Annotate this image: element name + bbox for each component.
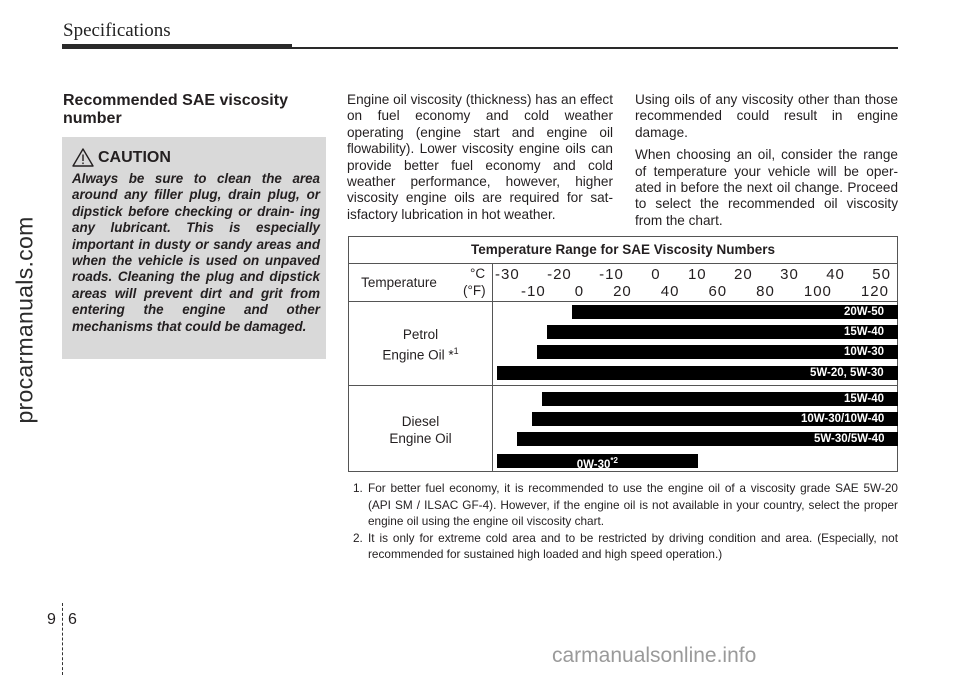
oil-grade-label: 10W-30 [843, 346, 885, 358]
bottom-watermark: carmanualsonline.info [552, 644, 757, 667]
section-number: 9 [47, 611, 56, 628]
footnote-text: It is only for extreme cold area and to be restricted by driving condition and area. (Especially, not recommended for sustained high loaded and high speed operation.) [368, 530, 898, 561]
footnote-number: 1. [353, 481, 363, 495]
caution-text: Always be sure to clean the area around any filler plug, drain plug, or dipstick before checking or drain- ing any lubricant. This is especially important in dusty or sandy areas and when the vehicle is used on unpaved roads. Cleaning the plug and dipstick areas will prevent dirt and grit from entering the engine and other mechanisms that could be damaged. [72, 171, 320, 334]
oil-grade-bar [497, 454, 698, 471]
footnote-text: For better fuel economy, it is recommended to use the engine oil of a viscosity grade SAE 5W-20 (API SM / ILSAC GF-4). However, if the engine oil is not available in your country, select the proper engine oil using the engine oil viscosity chart. [368, 481, 898, 528]
chart-column-divider [492, 263, 493, 472]
oil-grade-label: 10W-30/10W-40 [800, 413, 885, 425]
header-rule-thin [292, 47, 898, 49]
fahrenheit-tick-label: 120 [860, 282, 889, 300]
diesel-group-label [349, 413, 492, 447]
header-rule-thick [62, 44, 292, 49]
oil-grade-label: 0W-30$^{*2}$ [576, 456, 618, 471]
caution-title: CAUTION [98, 149, 171, 166]
chart-divider [349, 385, 897, 386]
fahrenheit-unit: (°F) [463, 283, 486, 298]
oil-grade-label: 15W-40 [843, 393, 885, 405]
oil-grade-bar [532, 412, 898, 426]
celsius-tick-label: -10 [599, 265, 624, 283]
section-title: Recommended SAE viscosity number [63, 92, 288, 127]
celsius-tick-label: -20 [547, 265, 572, 283]
fahrenheit-axis [521, 281, 889, 301]
oil-grade-footnote: *2 [610, 456, 618, 465]
celsius-tick-label: 0 [651, 265, 661, 283]
celsius-tick-label: 20 [734, 265, 753, 283]
fahrenheit-tick-label: 100 [803, 282, 832, 300]
oil-grade-label: 5W-30/5W-40 [813, 433, 885, 445]
celsius-tick-label: 10 [687, 265, 707, 283]
oil-grade-bar [547, 325, 898, 339]
fahrenheit-tick-label: 20 [613, 282, 632, 300]
oil-grade-label: 20W-50 [844, 306, 885, 318]
diesel-label-line1: Diesel [401, 414, 440, 429]
oil-grade-label: 5W-20, 5W-30 [810, 367, 884, 379]
fahrenheit-tick-label: 80 [756, 282, 775, 300]
fahrenheit-tick-label: 60 [708, 282, 728, 300]
celsius-unit: °C [470, 266, 486, 281]
chart-divider [349, 301, 897, 302]
right-column [635, 92, 898, 235]
oil-grade-label: 15W-40 [844, 326, 885, 338]
viscosity-paragraph: Engine oil viscosity (thickness) has an effect on fuel economy and cold weather operating (engine start and engine oil flowability). Lower viscosity engine oils can provide better fuel economy and cold weather performance, however, higher viscosity engine oils are required for sat- isfactory lubrication in hot weather. [347, 92, 613, 222]
petrol-label-line2 [349, 343, 492, 364]
footnote-number: 2. [353, 530, 363, 545]
petrol-label-text: Engine Oil * [382, 347, 454, 363]
oil-grade-bar [517, 432, 898, 446]
temperature-label: Temperature [361, 275, 437, 290]
fahrenheit-tick-label: -10 [521, 282, 546, 300]
celsius-tick-label: 50 [872, 265, 891, 283]
celsius-tick-label: -30 [495, 265, 520, 283]
diesel-label-line2: Engine Oil [389, 431, 452, 446]
fahrenheit-tick-label: 40 [660, 282, 680, 300]
side-watermark [5, 170, 45, 470]
celsius-tick-label: 40 [826, 265, 845, 283]
oil-grade-bar [542, 392, 898, 406]
viscosity-chart [348, 236, 898, 472]
side-watermark-text: procarmanuals.com [11, 216, 38, 424]
page-header-title: Specifications [63, 20, 171, 41]
page-number: 6 [68, 611, 77, 628]
chart-title: Temperature Range for SAE Viscosity Numbers [470, 242, 776, 257]
damage-warning-paragraph: Using oils of any viscosity other than those recommended could result in engine damage. [635, 92, 898, 140]
footnotes [353, 480, 898, 563]
oil-grade-bar [572, 305, 898, 319]
footnote-2 [353, 530, 898, 563]
caution-box [62, 137, 326, 359]
petrol-group-label [349, 326, 492, 364]
warning-triangle-icon [72, 148, 94, 167]
selection-paragraph: When choosing an oil, consider the range of temperature your vehicle will be oper- ated in before the next oil change. Proceed to select the recommended oil viscosity from the chart. [635, 147, 898, 228]
footnote-1 [353, 480, 898, 530]
petrol-label-line1: Petrol [402, 327, 439, 342]
oil-grade-bar [537, 345, 898, 359]
petrol-label-footnote: 1 [453, 346, 459, 356]
fahrenheit-tick-label: 0 [574, 282, 585, 300]
page-number-divider [62, 603, 63, 675]
celsius-tick-label: 30 [780, 265, 799, 283]
oil-grade-bar [497, 366, 898, 380]
